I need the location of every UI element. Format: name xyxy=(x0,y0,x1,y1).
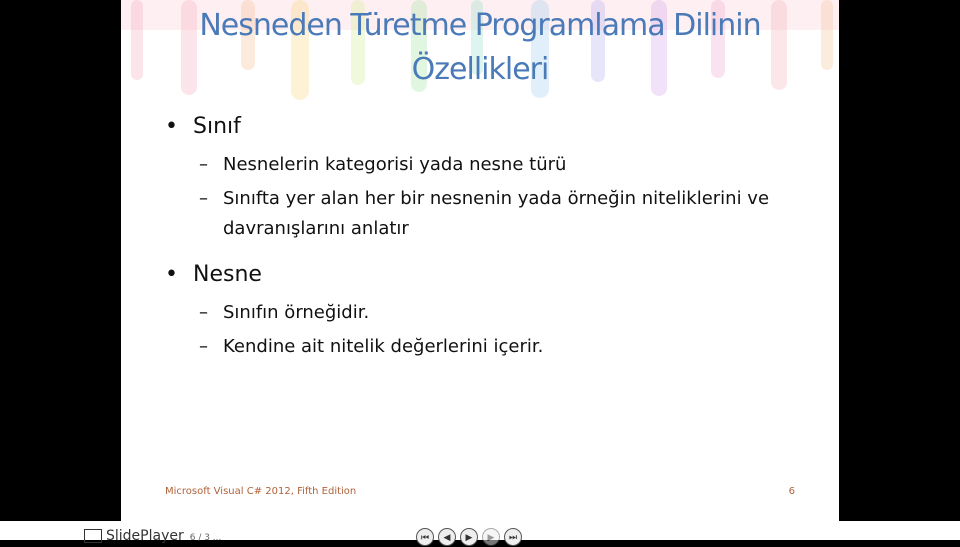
bullet-nesne xyxy=(165,260,805,290)
bullet-heading: Sınıf xyxy=(193,114,241,139)
dash-marker: – xyxy=(199,188,208,209)
sub-bullet xyxy=(165,184,805,244)
sub-bullet xyxy=(165,298,805,328)
sub-bullet-text: Nesnelerin kategorisi yada nesne türü xyxy=(223,154,567,175)
player-controls xyxy=(416,528,522,546)
bullet-sinif xyxy=(165,112,805,142)
page-indicator: 6 / 3 ... xyxy=(189,533,222,543)
dash-marker: – xyxy=(199,336,208,357)
slide-title xyxy=(121,4,839,92)
sub-bullet-text: Sınıfta yer alan her bir nesnenin yada örneğin niteliklerini ve davranışlarını anlatır xyxy=(223,188,770,239)
slide-body xyxy=(165,112,805,366)
logo-text: SlidePlayer xyxy=(106,528,184,544)
next-slide-button[interactable]: ▶ xyxy=(482,528,500,546)
slideplayer-logo[interactable] xyxy=(84,528,221,544)
bullet-marker: • xyxy=(165,262,178,287)
dash-marker: – xyxy=(199,154,208,175)
bullet-marker: • xyxy=(165,114,178,139)
play-button[interactable]: ▶ xyxy=(460,528,478,546)
title-line-1: Nesneden Türetme Programlama Dilinin xyxy=(199,8,761,43)
title-line-2: Özellikleri xyxy=(411,52,549,87)
slide-footer xyxy=(165,486,795,497)
sub-bullet xyxy=(165,150,805,180)
footer-text: Microsoft Visual C# 2012, Fifth Edition xyxy=(165,486,357,497)
slideplayer-icon xyxy=(84,529,102,543)
prev-slide-button[interactable]: ◀ xyxy=(438,528,456,546)
slide xyxy=(121,0,839,521)
bullet-heading: Nesne xyxy=(193,262,262,287)
page-number: 6 xyxy=(788,486,795,497)
sub-bullet-text: Kendine ait nitelik değerlerini içerir. xyxy=(223,336,544,357)
sub-bullet xyxy=(165,332,805,362)
dash-marker: – xyxy=(199,302,208,323)
last-slide-button[interactable]: ⏭ xyxy=(504,528,522,546)
sub-bullet-text: Sınıfın örneğidir. xyxy=(223,302,370,323)
first-slide-button[interactable]: ⏮ xyxy=(416,528,434,546)
